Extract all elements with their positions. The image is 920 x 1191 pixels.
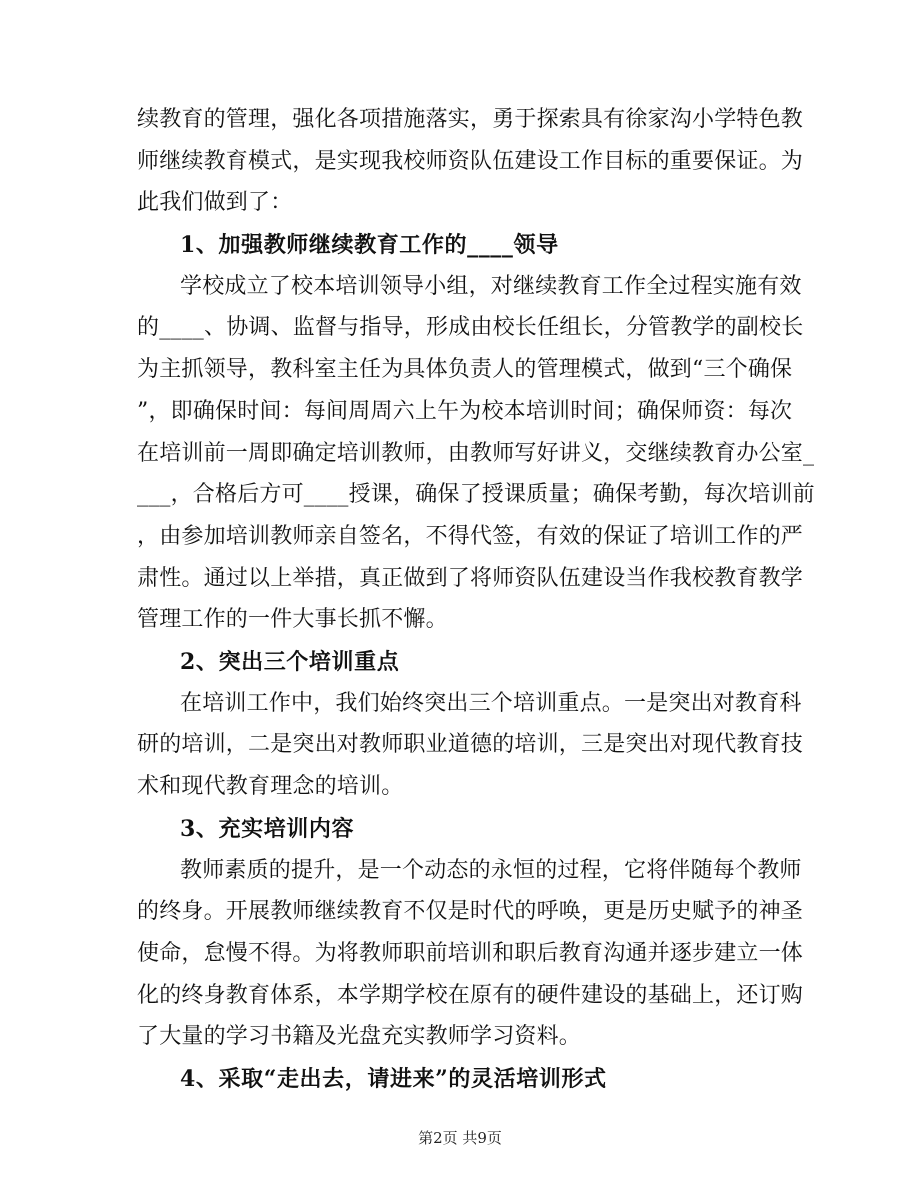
paragraph-line: 在培训前一周即确定培训教师，由教师写好讲义，交继续教育办公室_ [137, 441, 815, 466]
paragraph-line: 续教育的管理，强化各项措施落实，勇于探索具有徐家沟小学特色教 [137, 107, 804, 132]
section-heading-4: 4、采取“走出去，请进来”的灵活培训形式 [180, 1066, 607, 1092]
paragraph-line: 学校成立了校本培训领导小组，对继续教育工作全过程实施有效 [180, 274, 802, 299]
section-heading-3: 3、充实培训内容 [180, 816, 355, 842]
paragraph-line: 管理工作的一件大事长抓不懈。 [137, 607, 448, 632]
paragraph-line: 研的培训，二是突出对教师职业道德的培训，三是突出对现代教育技 [137, 732, 804, 757]
paragraph-line: 术和现代教育理念的培训。 [137, 774, 404, 799]
paragraph-line: 师继续教育模式，是实现我校师资队伍建设工作目标的重要保证。为 [137, 149, 804, 174]
paragraph-line: 为主抓领导，教科室主任为具体负责人的管理模式，做到“三个确保 [137, 357, 793, 382]
paragraph-line: 此我们做到了： [137, 190, 293, 215]
paragraph-line: 的____、协调、监督与指导，形成由校长任组长，分管教学的副校长 [137, 315, 804, 340]
section-heading-2: 2、突出三个培训重点 [180, 649, 400, 675]
paragraph-line: 了大量的学习书籍及光盘充实教师学习资料。 [137, 1024, 582, 1049]
paragraph-line: ”，即确保时间：每间周周六上午为校本培训时间；确保师资：每次 [137, 399, 793, 424]
paragraph-line: 在培训工作中，我们始终突出三个培训重点。一是突出对教育科 [180, 691, 802, 716]
paragraph-line: 化的终身教育体系，本学期学校在原有的硬件建设的基础上，还订购 [137, 983, 804, 1008]
paragraph-line: 肃性。通过以上举措，真正做到了将师资队伍建设当作我校教育教学 [137, 566, 804, 591]
paragraph-line: ___，合格后方可____授课，确保了授课质量；确保考勤，每次培训前 [137, 482, 815, 507]
paragraph-line: 使命，怠慢不得。为将教师职前培训和职后教育沟通并逐步建立一体 [137, 941, 804, 966]
paragraph-line: ，由参加培训教师亲自签名，不得代签，有效的保证了培训工作的严 [137, 524, 804, 549]
page-number-footer: 第2页 共9页 [418, 1129, 502, 1147]
paragraph-line: 教师素质的提升，是一个动态的永恒的过程，它将伴随每个教师 [180, 858, 802, 883]
paragraph-line: 的终身。开展教师继续教育不仅是时代的呼唤，更是历史赋予的神圣 [137, 899, 804, 924]
section-heading-1: 1、加强教师继续教育工作的____领导 [180, 232, 559, 258]
